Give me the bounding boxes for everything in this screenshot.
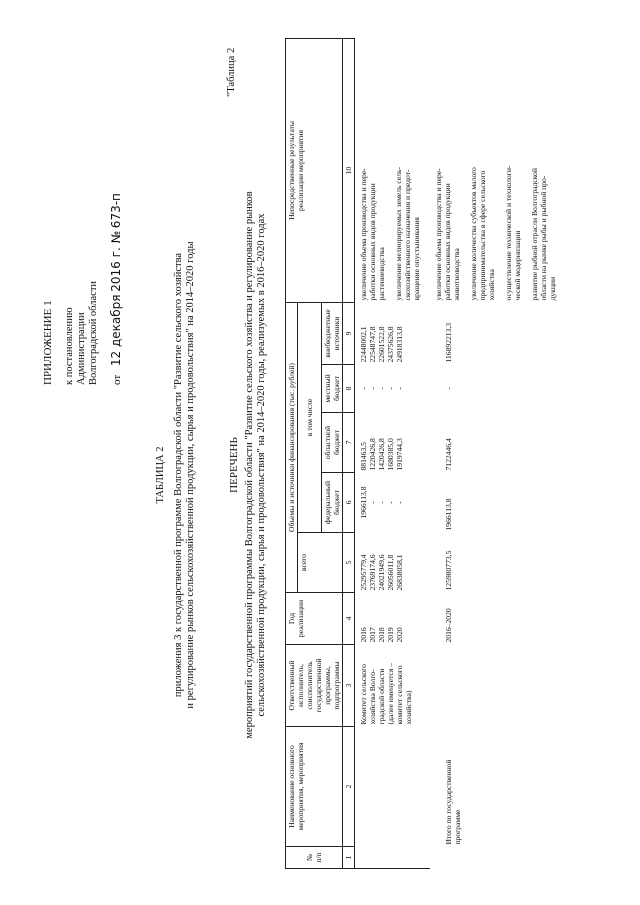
appendix-title: ПРИЛОЖЕНИЕ 1	[42, 300, 54, 385]
header-executor: Ответственный исполнитель, соисполнитель государственной программы, подпрограммы	[286, 645, 343, 727]
table2-subtitle: и регулирование рынков сельскохозяйственной продукции, сырья и продовольствия" на 2014–2020 годы	[185, 241, 196, 709]
appendix-line: Волгоградской области	[88, 280, 99, 385]
results-cell	[355, 39, 431, 303]
col-number: 4	[343, 593, 355, 645]
appendix-line: к постановлению	[64, 307, 75, 385]
federal-cell: 1966113,8 - - - -	[359, 486, 404, 519]
results-cell-continued	[430, 39, 558, 303]
table-row	[355, 39, 431, 869]
date-prefix: от	[111, 374, 123, 385]
header-name: Наименование основного мероприятия, мероприятия	[286, 727, 343, 847]
header-year: Год реализации	[286, 593, 343, 645]
list-heading: ПЕРЕЧЕНЬ	[228, 437, 240, 493]
table2-block	[155, 195, 197, 755]
table-row-total	[430, 39, 558, 869]
header-total: всего	[298, 533, 343, 593]
total-sum: 125980773,5	[444, 550, 453, 591]
col-number: 1	[343, 847, 355, 869]
header-regional: областной бюджет	[322, 413, 343, 473]
appendix-date-line	[110, 193, 123, 385]
col-number: 6	[343, 473, 355, 533]
col-number: 9	[343, 303, 355, 365]
col-number: 5	[343, 533, 355, 593]
total-regional: 7122446,4	[444, 438, 453, 471]
header-funding: Объемы и источники финансирования (тыс. рублей)	[286, 303, 298, 593]
appendix-line: Администрации	[76, 312, 87, 385]
col-number: 8	[343, 365, 355, 413]
executor-cell: Комитет сельского хозяйства Волго- градской области (далее именуется – комитет сельского хозяйства)	[359, 662, 413, 725]
header-federal: федеральный бюджет	[322, 473, 343, 533]
total-period: 2016–2020	[444, 608, 453, 643]
header-local: местный бюджет	[322, 365, 343, 413]
col-number: 10	[343, 39, 355, 303]
result-item: осуществление технической и технологи- ческой модернизации	[504, 165, 522, 301]
col-number: 3	[343, 645, 355, 727]
header-offbudget: внебюджетные источники	[322, 303, 343, 365]
total-federal: 1966113,8	[444, 498, 453, 531]
handwritten-number: 673-п	[109, 193, 123, 229]
column-number-row	[343, 39, 355, 869]
result-item: развитие рыбной отрасли Волгоградской области на рынке рыбы и рыбной про- дукции	[530, 168, 557, 301]
result-item: увеличение объема производства и пере- работки основных видов продукции растениеводства	[359, 168, 386, 301]
header-including: в том числе	[298, 303, 322, 533]
total-offbudget: 116892213,3	[444, 322, 453, 363]
table-ref: "Таблица 2	[226, 47, 237, 97]
total-label: Итого по государственной программе	[444, 759, 462, 845]
offbudget-cell: 22448002,1 22548747,8 22601522,8 24375626,8 24918313,8	[359, 326, 404, 363]
handwritten-date: 12 декабря	[109, 294, 123, 367]
list-title-block	[228, 85, 268, 845]
result-item: увеличение мелиорируемых земель сель- скохозяйственного назначения и предот- вращение опустынивания	[394, 166, 421, 301]
result-item: увеличение объема производства и пере- работки основных видов продукции животноводства	[434, 168, 461, 301]
total-local: -	[444, 387, 453, 390]
col-number: 2	[343, 727, 355, 847]
totals-cell: 25295779,4 23769174,6 24021949,6 26056011,8 26838058,1	[359, 554, 404, 591]
local-cell: - - - - -	[359, 387, 404, 390]
regional-cell: 881463,5 1220426,8 1420426,8 1680385,0 1919744,3	[359, 438, 404, 471]
list-title-line: мероприятий государственной программы Волгоградской области "Развитие сельского хозяйства и регулирование рынков	[244, 191, 255, 739]
table2-subtitle: приложения 3 к государственной программе Волгоградской области "Развитие сельского хозяйства	[173, 252, 184, 698]
years-cell: 2016 2017 2018 2019 2020	[359, 627, 404, 643]
funding-table	[285, 38, 558, 869]
col-number: 7	[343, 413, 355, 473]
header-results: Непосредственные результаты реализации мероприятия	[286, 39, 343, 303]
appendix-block	[42, 193, 123, 385]
table2-label: ТАБЛИЦА 2	[155, 446, 166, 504]
header-num: № п/п	[286, 847, 343, 869]
result-item: увеличение количества субъектов малого предпринимательства в сфере сельского хозяйства	[469, 167, 496, 301]
list-title-line: сельскохозяйственной продукции, сырья и продовольствия" на 2014–2020 годы, реализуемых в 2016–2020 годах	[256, 213, 267, 717]
handwritten-year: 2016 г. №	[109, 230, 123, 292]
